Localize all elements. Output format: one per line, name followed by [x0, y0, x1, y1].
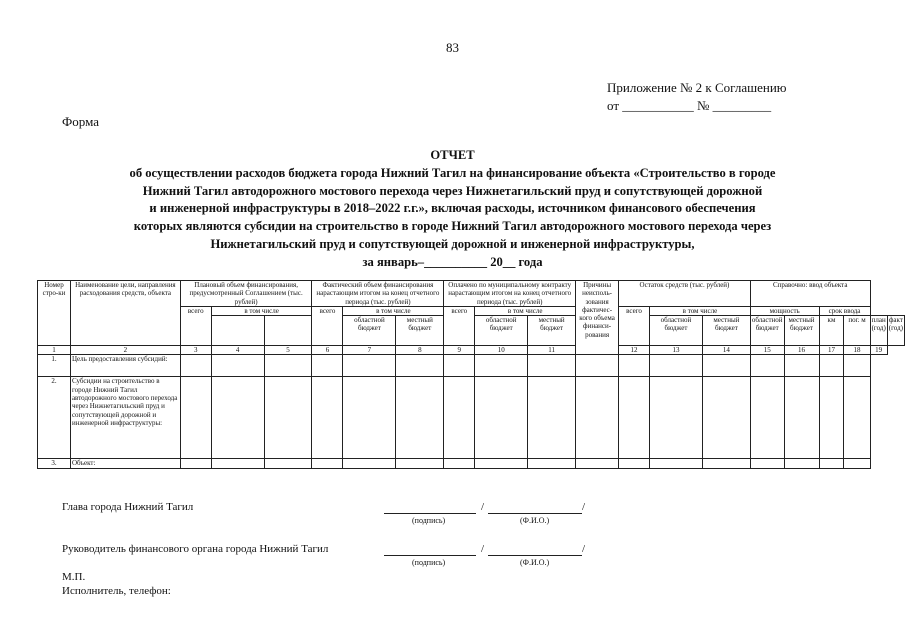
header-total: всего	[312, 306, 343, 345]
page-number: 83	[446, 40, 459, 55]
column-number: 13	[650, 346, 703, 355]
report-title	[40, 147, 865, 272]
title-line: за январь–__________ 20__ года	[362, 254, 543, 269]
header-reasons: Причины неисполь-зования фактичес-кого объема финанси-рования	[576, 281, 619, 355]
header-fact-year: факт (год)	[887, 316, 904, 346]
column-number: 16	[784, 346, 819, 355]
seal-label: М.П.	[62, 571, 86, 583]
name-caption: (Ф.И.О.)	[520, 558, 550, 567]
sign-caption: (подпись)	[412, 516, 446, 525]
sign-caption: (подпись)	[412, 558, 446, 567]
column-number: 2	[70, 346, 180, 355]
column-number: 19	[870, 346, 887, 355]
head-label: Глава города Нижний Тагил	[62, 501, 194, 513]
row-number: 2.	[38, 377, 71, 459]
header-plan-year: план (год)	[870, 316, 887, 346]
header-local: местный бюджет	[702, 316, 750, 346]
header-regional: областной бюджет	[650, 316, 703, 346]
header-purpose: Наименование цели, направления расходования средств, объекта	[70, 281, 180, 346]
header-actual: Фактический объем финансирования нарастающим итогом на конец отчетного периода (тыс. рублей)	[312, 281, 444, 307]
report-heading: ОТЧЕТ	[430, 148, 475, 162]
column-number: 11	[528, 346, 576, 355]
title-line: об осуществлении расходов бюджета города Нижний Тагил на финансирование объекта «Строительство в городе	[129, 165, 776, 180]
row-name: Объект:	[70, 459, 180, 469]
slash: /	[582, 501, 586, 513]
title-line: и инженерной инфраструктуры в 2018–2022 г.г.», включая расходы, источником финансового обеспечения	[149, 201, 756, 216]
slash: /	[481, 501, 485, 513]
column-number: 8	[396, 346, 444, 355]
column-number: 17	[819, 346, 844, 355]
slash: /	[582, 543, 586, 555]
header-regional: областной бюджет	[750, 316, 784, 346]
form-label: Форма	[62, 114, 99, 129]
table-row	[38, 377, 905, 459]
header-incl: в том числе	[211, 306, 312, 315]
header-row-number: Номер стро-ки	[38, 281, 71, 346]
row-name: Цель предоставления субсидий:	[70, 355, 180, 377]
header-incl: в том числе	[650, 306, 751, 315]
header-balance: Остаток средств (тыс. рублей)	[619, 281, 751, 307]
header-total: всего	[180, 306, 211, 345]
appendix-line-1: Приложение № 2 к Соглашению	[607, 80, 787, 95]
header-local: местный бюджет	[528, 316, 576, 346]
finance-name-line[interactable]	[488, 543, 582, 556]
slash: /	[481, 543, 485, 555]
column-numbers-row	[38, 346, 905, 355]
head-signature-line[interactable]	[384, 501, 476, 514]
header-total: всего	[619, 306, 650, 345]
finance-signature-line[interactable]	[384, 543, 476, 556]
header-planned: Плановый объем финансирования, предусмотренный Соглашением (тыс. рублей)	[180, 281, 312, 307]
title-line: которых являются субсидии на строительство в городе Нижний Тагил автодорожного мостового перехода через	[133, 219, 772, 234]
column-number: 14	[702, 346, 750, 355]
column-number: 7	[343, 346, 396, 355]
column-number: 5	[264, 346, 312, 355]
column-number: 6	[312, 346, 343, 355]
report-table	[37, 280, 905, 469]
header-incl: в том числе	[475, 306, 576, 315]
finance-head-label: Руководитель финансового органа города Нижний Тагил	[62, 543, 329, 555]
column-number: 1	[38, 346, 71, 355]
column-number: 15	[750, 346, 784, 355]
header-commission: срок ввода	[819, 306, 870, 315]
column-number: 10	[475, 346, 528, 355]
header-local: местный бюджет	[784, 316, 819, 346]
table-row	[38, 355, 905, 377]
title-line: Нижнетагильский пруд и сопутствующей дорожной и инженерной инфраструктуры,	[210, 236, 695, 251]
column-number: 18	[844, 346, 870, 355]
title-line: Нижний Тагил автодорожного мостового перехода через Нижнетагильский пруд и сопутствующей дорожной	[142, 183, 763, 198]
appendix-line-2: от ___________ № _________	[607, 98, 772, 113]
header-incl: в том числе	[343, 306, 444, 315]
row-number: 1.	[38, 355, 71, 377]
header-regional: областной бюджет	[475, 316, 528, 346]
header-rm: пог. м	[844, 316, 870, 346]
executor-label: Исполнитель, телефон:	[62, 585, 171, 597]
table-row	[38, 459, 905, 469]
header-capacity: мощность	[750, 306, 819, 315]
appendix-note	[607, 79, 787, 115]
row-name: Субсидии на строительство в городе Нижний Тагил автодорожного мостового перехода через Нижнетагильский пруд и сопутствующей дорожной и инженерной инфраструктуры:	[70, 377, 180, 459]
column-number: 12	[619, 346, 650, 355]
name-caption: (Ф.И.О.)	[520, 516, 550, 525]
column-number: 3	[180, 346, 211, 355]
header-km: км	[819, 316, 844, 346]
column-number: 4	[211, 346, 264, 355]
header-local: местный бюджет	[396, 316, 444, 346]
row-number: 3.	[38, 459, 71, 469]
head-name-line[interactable]	[488, 501, 582, 514]
header-regional: областной бюджет	[343, 316, 396, 346]
header-paid: Оплачено по муниципальному контракту нарастающим итогом на конец отчетного периода (тыс. рублей)	[444, 281, 576, 307]
header-reference: Справочно: ввод объекта	[750, 281, 870, 307]
column-number: 9	[444, 346, 475, 355]
header-total: всего	[444, 306, 475, 345]
